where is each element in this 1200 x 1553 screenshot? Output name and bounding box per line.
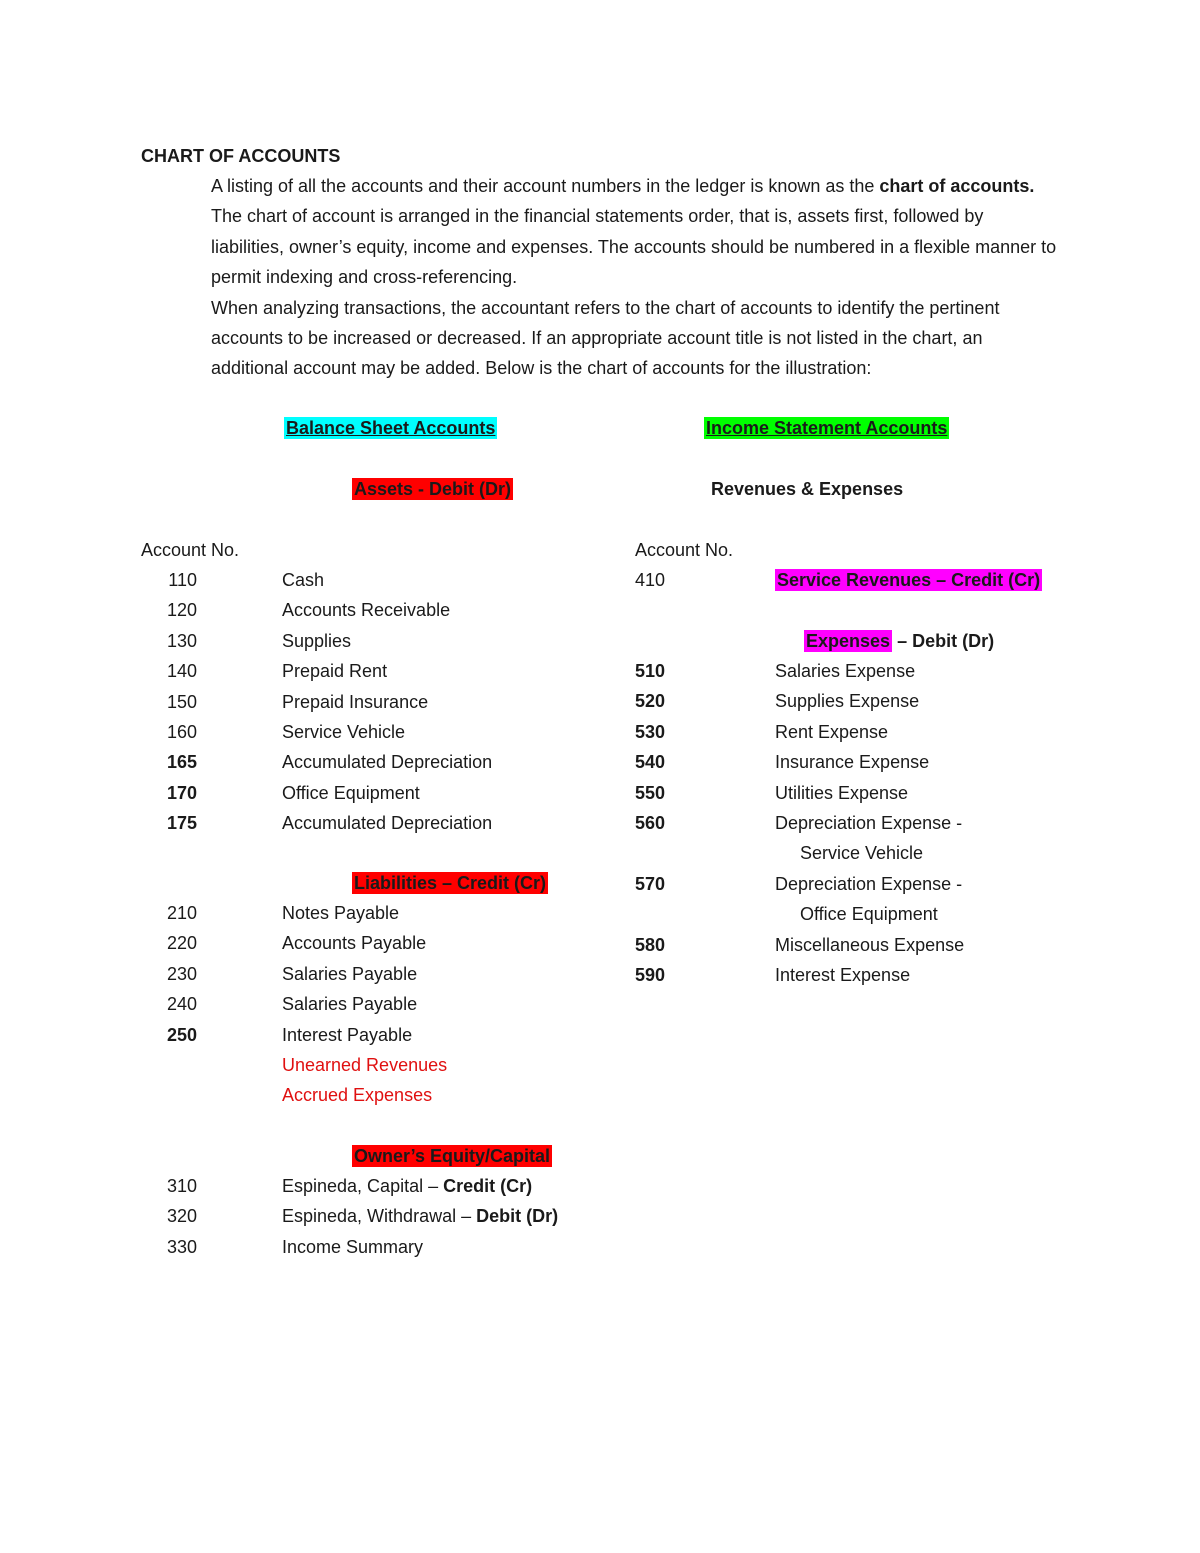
account-name: Accounts Receivable — [282, 600, 451, 621]
account-row — [141, 902, 601, 924]
account-name: Rent Expense — [775, 721, 889, 742]
account-name: Supplies Expense — [775, 691, 920, 712]
account-number: 590 — [635, 965, 666, 985]
account-name: Depreciation Expense - — [775, 813, 963, 833]
account-number: 120 — [166, 600, 197, 621]
account-number: 160 — [166, 722, 197, 742]
account-name: Espineda, Withdrawal – Debit (Dr) — [282, 1206, 559, 1227]
account-balance-side: Credit (Cr) — [443, 1176, 533, 1196]
account-name: Interest Expense — [775, 965, 911, 985]
account-row — [141, 782, 601, 804]
revenue-account-text: Service Revenues – Credit (Cr) — [777, 570, 1041, 590]
account-number: 210 — [166, 903, 197, 923]
account-row — [141, 932, 601, 954]
account-name: Prepaid Insurance — [282, 691, 429, 712]
account-name: Notes Payable — [282, 903, 400, 923]
account-name: Accounts Payable — [282, 933, 427, 954]
account-number: 330 — [166, 1236, 197, 1257]
expenses-heading-label: Expenses — [806, 631, 891, 651]
account-row — [141, 569, 601, 591]
account-row — [141, 812, 601, 834]
account-row — [141, 1054, 601, 1076]
account-row — [635, 873, 1095, 895]
right-account-no-label: Account No. — [635, 540, 734, 560]
account-number: 510 — [635, 661, 666, 681]
account-row — [141, 751, 601, 773]
assets-heading-text: Assets - Debit (Dr) — [354, 479, 512, 499]
intro-paragraph-2: When analyzing transactions, the accountant refers to the chart of accounts to identify the pertinent accounts to be increased or decreased. If an appropriate account title is not listed in the chart, an additional account may be added. Below is the chart of accounts for the illustration: — [211, 297, 1000, 379]
account-number: 130 — [166, 630, 197, 651]
expenses-heading — [804, 630, 994, 652]
account-name: Salaries Expense — [775, 661, 916, 681]
account-name: Insurance Expense — [775, 752, 930, 773]
account-number: 175 — [166, 813, 197, 834]
intro-text — [141, 171, 1061, 384]
account-name: Accumulated Depreciation — [282, 752, 493, 773]
left-account-no-label: Account No. — [141, 540, 240, 560]
account-name: Cash — [282, 570, 325, 590]
account-name: Accumulated Depreciation — [282, 813, 493, 834]
account-row — [635, 782, 1095, 804]
account-row — [635, 934, 1095, 956]
account-row — [635, 660, 1095, 682]
account-row — [141, 1024, 601, 1046]
account-number: 150 — [166, 691, 197, 712]
liabilities-heading — [352, 872, 548, 894]
account-name: Supplies — [282, 630, 352, 651]
revenues-expenses-heading: Revenues & Expenses — [711, 479, 904, 499]
revenue-account-number: 410 — [635, 570, 666, 590]
assets-heading — [352, 478, 513, 500]
account-row — [141, 963, 601, 985]
account-number: 310 — [166, 1176, 197, 1196]
balance-sheet-heading-text: Balance Sheet Accounts — [286, 418, 496, 438]
account-row — [141, 660, 601, 682]
account-row — [141, 993, 601, 1015]
account-row — [635, 751, 1095, 773]
account-number: 220 — [166, 933, 197, 954]
account-row — [141, 1084, 601, 1106]
account-number: 580 — [635, 934, 666, 955]
account-name: Miscellaneous Expense — [775, 934, 965, 955]
intro-p1-bold: chart of accounts. — [879, 176, 1035, 196]
account-name: Utilities Expense — [775, 782, 909, 803]
page-title: CHART OF ACCOUNTS — [141, 146, 341, 166]
account-number: 250 — [166, 1024, 197, 1045]
account-name: Salaries Payable — [282, 963, 418, 984]
account-name: Interest Payable — [282, 1024, 413, 1045]
equity-heading — [352, 1145, 552, 1167]
expenses-heading-suffix: – Debit (Dr) — [892, 631, 995, 651]
account-name: Income Summary — [282, 1236, 424, 1257]
balance-sheet-heading — [284, 417, 497, 439]
account-name: Office Equipment — [800, 904, 938, 925]
account-row — [635, 812, 1095, 834]
account-number: 240 — [166, 994, 197, 1015]
income-statement-heading — [704, 417, 949, 439]
account-name: Office Equipment — [282, 782, 420, 803]
account-number: 140 — [166, 661, 197, 682]
account-name: Depreciation Expense - — [775, 873, 963, 894]
account-balance-side: Debit (Dr) — [476, 1206, 559, 1227]
account-row — [635, 842, 1095, 864]
liabilities-heading-text: Liabilities – Credit (Cr) — [354, 873, 547, 893]
intro-paragraph-1 — [141, 171, 1061, 293]
account-name: Service Vehicle — [800, 843, 924, 864]
account-number: 540 — [635, 752, 666, 773]
intro-p1-part-c: The chart of account is arranged in the financial statements order, that is, assets first, followed by liabilities, owner’s equity, income and expenses. The accounts should be numbered in a flexible manner to permit indexing and cross-referencing. — [211, 206, 1057, 288]
account-row — [141, 691, 601, 713]
account-number: 560 — [635, 813, 666, 833]
account-number: 550 — [635, 782, 666, 803]
income-statement-heading-text: Income Statement Accounts — [706, 418, 948, 438]
revenue-account — [775, 569, 1042, 591]
account-name: Unearned Revenues — [282, 1055, 448, 1075]
equity-heading-text: Owner’s Equity/Capital — [354, 1146, 551, 1166]
account-name: Accrued Expenses — [282, 1085, 433, 1106]
account-row — [141, 721, 601, 743]
account-row — [635, 721, 1095, 743]
account-number: 570 — [635, 873, 666, 894]
account-number: 530 — [635, 721, 666, 742]
account-row — [141, 630, 601, 652]
account-number: 230 — [166, 963, 197, 984]
account-row — [141, 1205, 601, 1227]
intro-p1-part-a: A listing of all the accounts and their account numbers in the ledger is known as the — [211, 176, 880, 196]
account-number: 110 — [168, 570, 197, 590]
account-name: Salaries Payable — [282, 994, 418, 1015]
account-number: 520 — [635, 691, 666, 712]
account-number: 320 — [166, 1206, 197, 1227]
account-row — [141, 1236, 601, 1258]
account-number: 165 — [166, 752, 197, 773]
account-number: 170 — [166, 782, 197, 803]
account-row — [635, 903, 1095, 925]
account-name: Espineda, Capital – Credit (Cr) — [282, 1176, 533, 1196]
account-row — [635, 690, 1095, 712]
account-name: Prepaid Rent — [282, 661, 388, 682]
account-name: Service Vehicle — [282, 722, 406, 742]
account-row — [141, 599, 601, 621]
account-row — [141, 1175, 601, 1197]
account-row — [635, 964, 1095, 986]
